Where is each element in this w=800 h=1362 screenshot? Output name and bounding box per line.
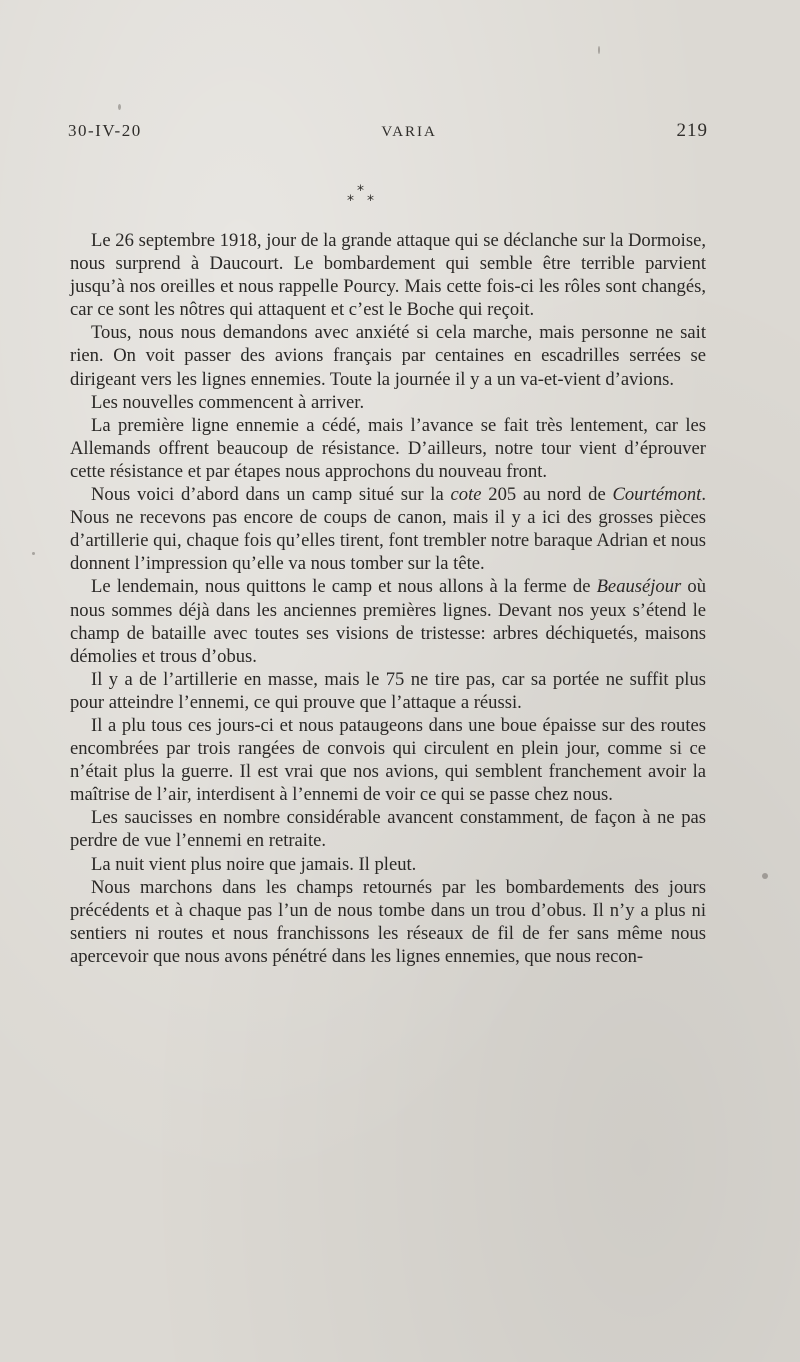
page-number: 219 bbox=[676, 120, 708, 141]
body-text bbox=[70, 229, 706, 968]
paragraph-text: 205 au nord de bbox=[481, 484, 613, 506]
paragraph: Le 26 septembre 1918, jour de la grande attaque qui se déclanche sur la Dormoise, nous surprend à Daucourt. Le bombardement qui semble être terrible parvient jusqu’à nos oreilles et nous rappelle Pourcy. Mais cette fois-ci les rôles sont changés, car ce sont les nôtres qui attaquent et c’est le Boche qui reçoit. bbox=[70, 230, 706, 321]
paragraph-text: Nous voici d’abord dans un camp situé sur la bbox=[91, 484, 451, 506]
paragraph: Tous, nous nous demandons avec anxiété si cela marche, mais personne ne sait rien. On voit passer des avions français par centaines en escadrilles serrées se dirigeant vers les lignes ennemies. Toute la journée il y a un va-et-vient d’avions. bbox=[70, 322, 706, 390]
asterism-star: * bbox=[347, 193, 354, 209]
paragraph: Les saucisses en nombre considérable avancent constamment, de façon à ne pas perdre de vue l’ennemi en retraite. bbox=[70, 807, 706, 852]
paper-speck bbox=[32, 552, 35, 555]
paragraph bbox=[70, 483, 706, 575]
running-head bbox=[68, 120, 708, 148]
asterism-star: * bbox=[357, 183, 364, 199]
paper-speck bbox=[118, 104, 121, 110]
asterism-star: * bbox=[367, 193, 374, 209]
asterism-separator bbox=[340, 182, 390, 218]
italic-place-name: cote bbox=[450, 484, 482, 506]
italic-place-name: Courtémont bbox=[612, 484, 702, 506]
paper-speck bbox=[598, 46, 600, 54]
paragraph: La première ligne ennemie a cédé, mais l’avance se fait très lentement, car les Allemands offrent beaucoup de résistance. D’ailleurs, notre tour vient d’éprouver cette résistance et par étapes nous approchons du nouveau front. bbox=[70, 414, 706, 482]
paragraph: Il a plu tous ces jours-ci et nous pataugeons dans une boue épaisse sur des routes encombrées par trois rangées de convois qui circulent en plein jour, comme si ce n’était plus la guerre. Il est vrai que nos avions, qui semblent franchement avoir la maîtrise de l’air, interdisent à l’ennemi de voir ce qui se passe chez nous. bbox=[70, 714, 706, 806]
paragraph: Les nouvelles commencent à arriver. bbox=[91, 391, 365, 413]
paragraph-text: Le lendemain, nous quittons le camp et nous allons à la ferme de bbox=[91, 576, 597, 598]
paragraph bbox=[70, 575, 706, 667]
paragraph: La nuit vient plus noire que jamais. Il pleut. bbox=[91, 853, 417, 875]
paragraph: Nous marchons dans les champs retournés par les bombardements des jours précédents et à chaque pas l’un de nous tombe dans un trou d’obus. Il n’y a plus ni sentiers ni routes et nous franchissons les réseaux de fil de fer sans même nous apercevoir que nous avons pénétré dans les lignes ennemies, que nous recon- bbox=[70, 876, 706, 967]
running-head-date: 30-IV-20 bbox=[68, 121, 142, 140]
paragraph: Il y a de l’artillerie en masse, mais le 75 ne tire pas, car sa portée ne suffit plus pour atteindre l’ennemi, ce qui prouve que l’attaque a réussi. bbox=[70, 668, 706, 713]
paragraph-text: où nous sommes déjà dans les anciennes premières lignes. Devant nos yeux s’étend le champ de bataille avec toutes ses visions de tristesse: arbres déchiquetés, maisons démolies et trous d’obus. bbox=[70, 576, 706, 667]
paper-speck bbox=[762, 873, 768, 879]
running-head-section: VARIA bbox=[381, 124, 437, 140]
paragraph-text: . Nous ne recevons pas encore de coups de canon, mais il y a ici des grosses pièces d’artillerie qui, chaque fois qu’elles tirent, font trembler notre baraque Adrian et nous donnent l’impression qu’elle va nous tomber sur la tête. bbox=[70, 484, 706, 575]
italic-place-name: Beauséjour bbox=[596, 576, 682, 598]
